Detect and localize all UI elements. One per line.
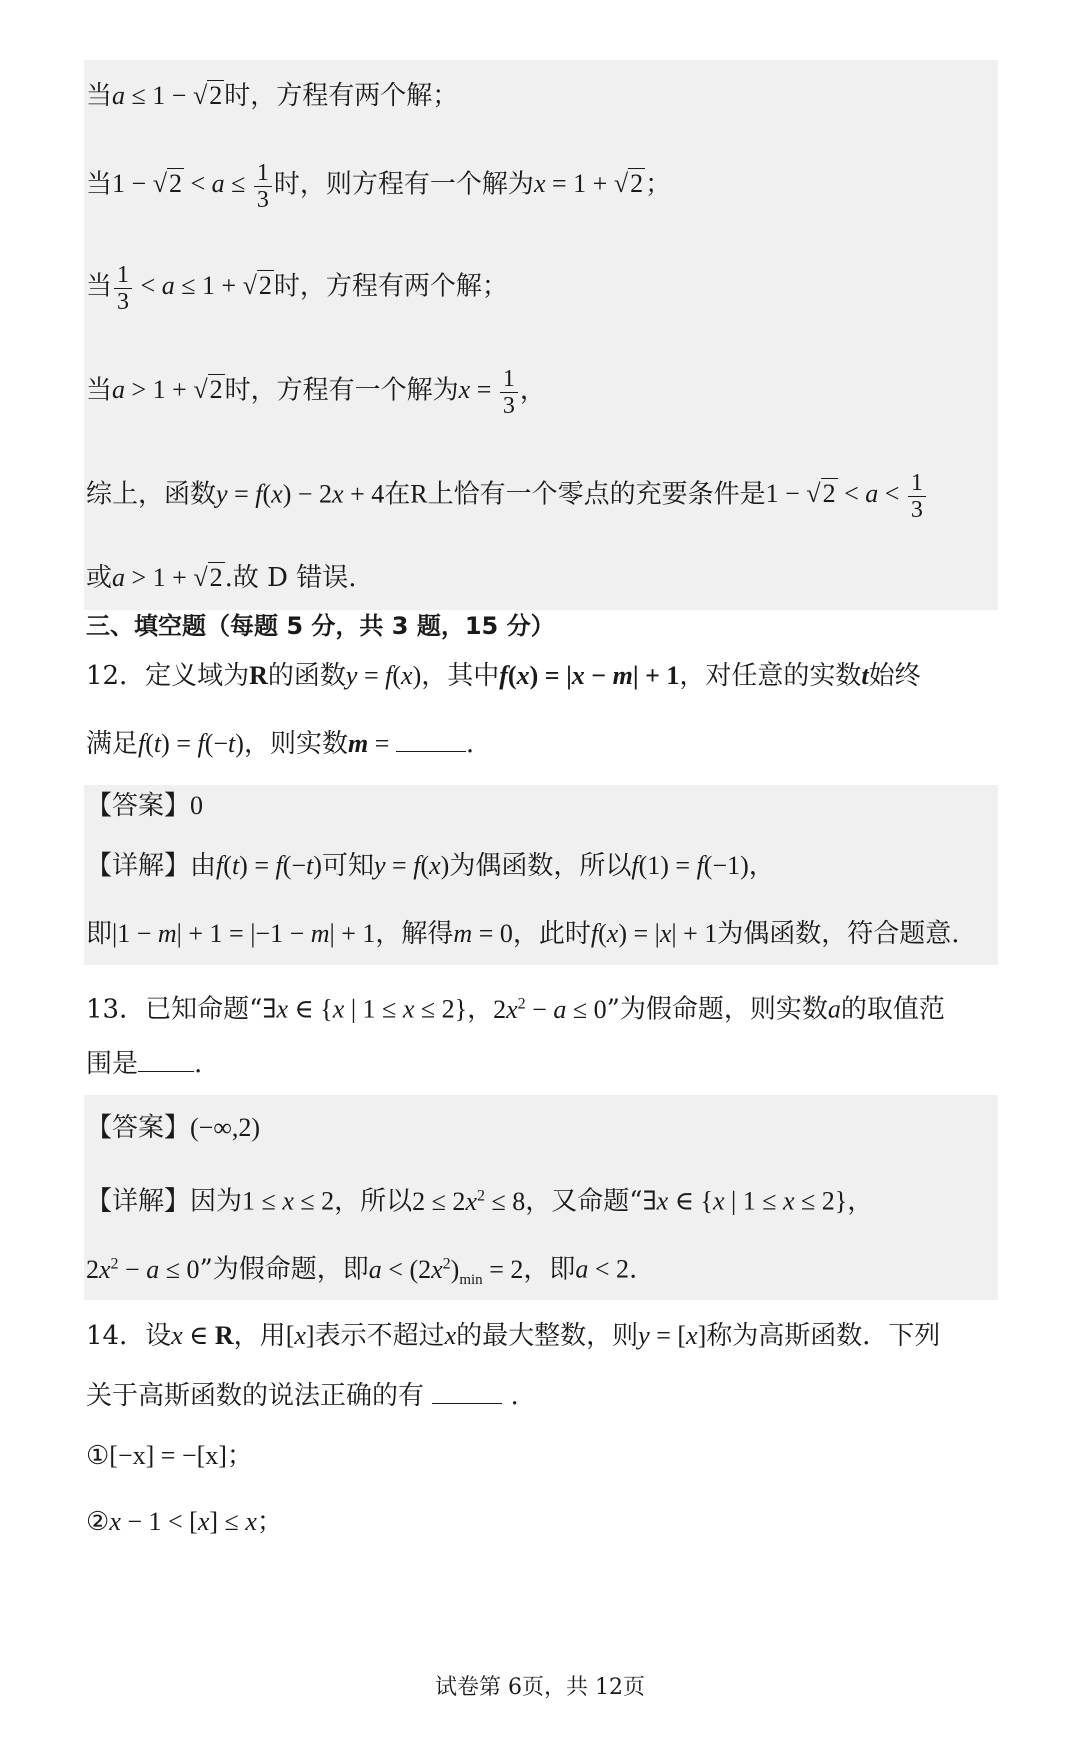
solution-line-5: 综上，函数y = f(x) − 2x + 4在R上恰有一个零点的充要条件是1 − √2 < a < $\frac{1}{3}$ [86, 470, 1000, 523]
option-1: ①[−x] = −[x]； [86, 1441, 253, 1470]
answer-13: 【答案】(−∞,2) [86, 1113, 261, 1143]
solution-line-2: 当1 − √2 < a ≤ $\frac{1}{3}$ 时，则方程有一个解为x = 1 + √2； [86, 160, 672, 213]
solution-line-1: 当a ≤ 1 − √2时，方程有两个解； [86, 81, 459, 111]
detail-12-line-2: 即|1 − m| + 1 = |−1 − m| + 1，解得m = 0，此时f(x) = |x| + 1为偶函数，符合题意. [86, 919, 960, 949]
section-heading: 三、填空题（每题 5 分，共 3 题，15 分） [86, 612, 555, 640]
solution-block-1 [84, 60, 998, 610]
solution-line-4: 当a > 1 + √2时，方程有一个解为x = $\frac{1}{3}$ ， [86, 366, 546, 419]
question-14-line-2: 关于高斯函数的说法正确的有 . [86, 1381, 519, 1411]
question-12-line-1: 12．定义域为R的函数y = f(x)，其中f(x) = |x − m| + 1，对任意的实数t始终 [86, 661, 921, 691]
answer-blank[interactable] [396, 751, 466, 752]
detail-12-line-1: 【详解】由f(t) = f(−t)可知y = f(x)为偶函数，所以f(1) = f(−1)， [86, 851, 775, 881]
solution-line-3: 当 $\frac{1}{3}$ < a ≤ 1 + √2时，方程有两个解； [86, 262, 508, 315]
option-2: ②x − 1 < [x] ≤ x； [86, 1507, 283, 1537]
question-13-line-1: 13．已知命题“∃x ∈ {x | 1 ≤ x ≤ 2}，$2x^2 - a \le 0$”为假命题，则实数a的取值范 [86, 994, 945, 1025]
question-12-line-2: 满足f(t) = f(−t)，则实数m = . [86, 729, 475, 759]
question-13-line-2: 围是 . [86, 1049, 203, 1079]
answer-blank[interactable] [432, 1403, 502, 1404]
question-14-line-1: 14．设x ∈ R，用[x]表示不超过x的最大整数，则y = [x]称为高斯函数．下列 [86, 1321, 941, 1351]
solution-line-6: 或a > 1 + √2.故 D 错误. [86, 563, 357, 593]
detail-13-line-1: 【详解】因为1 ≤ x ≤ 2，所以$2 \le 2x^2 \le 8$，又命题“∃x ∈ {x | 1 ≤ x ≤ 2}， [86, 1186, 874, 1217]
answer-12: 【答案】0 [86, 791, 204, 821]
detail-13-line-2: $2x^2 - a \le 0$”为假命题，即$a < (2x^2)_{min} = 2$，即a < 2. [86, 1254, 638, 1288]
answer-blank[interactable] [138, 1071, 194, 1072]
page-footer: 试卷第 6页，共 12页 [435, 1675, 645, 1700]
